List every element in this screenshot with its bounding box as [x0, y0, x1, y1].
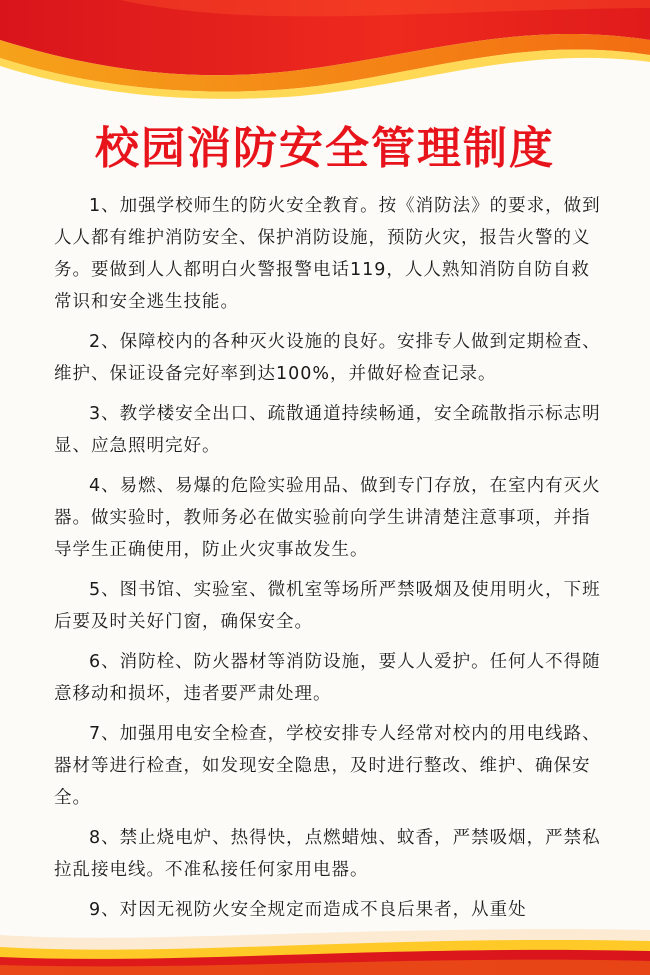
clause-6: 6、消防栓、防火器材等消防设施，要人人爱护。任何人不得随意移动和损坏，违者要严肃处理。 [54, 652, 601, 704]
top-wave-banner [0, 0, 650, 110]
clause-4: 4、易燃、易爆的危险实验用品、做到专门存放，在室内有灭火器。做实验时，教师务必在做实验前向学生讲清楚注意事项，并指导学生正确使用，防止火灾事故发生。 [54, 476, 601, 560]
clause-8: 8、禁止烧电炉、热得快，点燃蜡烛、蚊香，严禁吸烟，严禁私拉乱接电线。不准私接任何家用电器。 [54, 828, 601, 880]
clause-5: 5、图书馆、实验室、微机室等场所严禁吸烟及使用明火，下班后要及时关好门窗，确保安全。 [54, 580, 601, 632]
clause-1: 1、加强学校师生的防火安全教育。按《消防法》的要求，做到人人都有维护消防安全、保护消防设施，预防火灾，报告火警的义务。要做到人人都明白火警报警电话119，人人熟知消防自防自救常识和安全逃生技能。 [54, 196, 601, 312]
clause-2: 2、保障校内的各种灭火设施的良好。安排专人做到定期检查、维护、保证设备完好率到达100%，并做好检查记录。 [54, 332, 601, 384]
bottom-wave-banner [0, 905, 650, 975]
regulation-body [54, 190, 602, 934]
clause-9: 9、对因无视防火安全规定而造成不良后果者，从重处 [89, 900, 527, 920]
clause-7: 7、加强用电安全检查，学校安排专人经常对校内的用电线路、器材等进行检查，如发现安全隐患，及时进行整改、维护、确保安全。 [54, 724, 601, 808]
clause-3: 3、教学楼安全出口、疏散通道持续畅通，安全疏散指示标志明显、应急照明完好。 [54, 404, 601, 456]
page-title: 校园消防安全管理制度 [95, 123, 555, 174]
